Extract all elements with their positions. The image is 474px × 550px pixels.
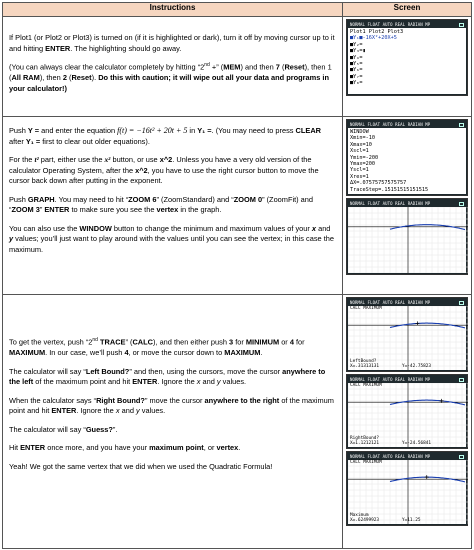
yeq-line: ■Y₈= [350,80,363,87]
para-guess: The calculator will say “Guess?”. [9,424,118,434]
status-bar: NORMAL FLOAT AUTO REAL RADIAN MP [350,122,431,127]
para-right-bound: When the calculator says “Right Bound?” move the cursor anywhere to the right of the maximum point and hit ENTER. Ignore the x and y values. [9,395,334,416]
battery-icon [459,378,464,382]
window-line: Xres=1 [350,173,369,180]
para-left-bound: The calculator will say “Left Bound?” and then, using the cursors, move the cursor anywhere to the left of the maximum point and hit ENTER. Ignore the x and y values. [9,366,326,387]
battery-icon [459,123,464,127]
status-bar: NORMAL FLOAT AUTO REAL RADIAN MP [350,454,431,459]
yeq-line: Plot1 Plot2 Plot3 [350,29,404,35]
battery-icon [459,23,464,27]
calculator-right-bound-screen [346,374,468,449]
yeq-line: ■Y₆= [350,67,363,74]
para-conclusion: Yeah! We got the same vertex that we did when we used the Quadratic Formula! [9,461,273,471]
maximum-readout: Maximum X=.62499923 [350,513,380,523]
status-bar: NORMAL FLOAT AUTO REAL RADIAN MP [350,201,431,206]
right-bound-readout: RightBound? X=1.1212121 [350,436,380,446]
trace-cursor [415,321,419,325]
window-line: TraceStep=.15151515151515 [350,186,429,193]
yeq-line: ■Y₄= [350,54,363,61]
window-line: Xmin=-10 [350,135,375,142]
parabola-graph [348,207,468,273]
window-line: Ymax=200 [350,161,375,168]
battery-icon [459,301,464,305]
left-bound-y: Y=-42.75823 [402,364,432,369]
status-bar: NORMAL FLOAT AUTO REAL RADIAN MP [350,22,431,27]
section-turn-off-plots [3,17,343,117]
window-line: Yscl=1 [350,167,369,174]
yeq-line: ■Y₂= [350,41,363,48]
calculator-window-screen [346,119,468,196]
instructions-table [2,2,472,549]
screens-window-graph [343,117,472,295]
calc-maximum-label: CALC MAXIMUM [350,383,382,388]
calculator-graph-screen [346,198,468,275]
window-line: Xscl=1 [350,148,369,155]
screens-yeq [343,17,472,117]
left-bound-readout: LeftBound? X=.31313131 [350,359,380,369]
para-plot-off: If Plot1 (or Plot2 or Plot3) is turned on (if it is highlighted or dark), turn it off by moving cursor up to it and hitting ENTER. The highlighting should go away. [9,33,335,53]
para-exponent: For the t² part, either use the x² button, or use x^2. Unless you have a very old version of the calculator Operating System, after the x^2, you have to use the right cursor button to move the cursor back down after putting in the exponent. [9,155,319,186]
yeq-line: ■Y₁■-16X²+20X+5 [350,35,397,42]
screens-calc-max [343,295,472,549]
maximum-y: Y=11.25 [402,518,421,523]
header-instructions: Instructions [3,3,343,17]
yeq-line: ■Y₅= [350,61,363,68]
yeq-line: ■Y₃=▮ [350,48,366,55]
parabola-curve [390,225,465,230]
calc-maximum-label: CALC MAXIMUM [350,306,382,311]
para-window: You can also use the WINDOW button to change the minimum and maximum values of your x and y values; you’ll just want to play around with the values until you can see the vertex; in this case the maximum. [9,223,334,254]
yeq-line: ■Y₇= [350,73,363,80]
equation-text: f(t) = −16t² + 20t + 5 [117,126,188,135]
para-enter-equation: Push Y = and enter the equation f(t) = −16t² + 20t + 5 in Y₁ =. (You may need to press CLEAR after Y₁ = first to clear out older equations). [9,126,322,146]
battery-icon [459,455,464,459]
para-enter-max: Hit ENTER once more, and you have your maximum point, or vertex. [9,443,241,453]
battery-icon [459,202,464,206]
header-screen: Screen [343,3,472,17]
status-bar: NORMAL FLOAT AUTO REAL RADIAN MP [350,377,431,382]
calc-maximum-label: CALC MAXIMUM [350,460,382,465]
para-reset-memory: (You can always clear the calculator completely by hitting “2nd +” (MEM) and then 7 (Reset), then 1 (All RAM), then 2 (Reset). Do this with caution; it will wipe out all your data and programs in your calculator!) [9,62,332,93]
section-enter-equation [3,117,343,295]
section-find-vertex [3,295,343,549]
right-bound-y: Y=-24.56841 [402,441,432,446]
calculator-maximum-screen [346,451,468,526]
graph-window [348,207,466,273]
para-calc-menu: To get the vertex, push “2nd TRACE” (CALC), and then either push 3 for MINIMUM or 4 for MAXIMUM. In our case, we’ll push 4, or move the cursor down to MAXIMUM. [9,337,305,357]
trace-cursor [425,475,429,479]
status-bar: NORMAL FLOAT AUTO REAL RADIAN MP [350,300,431,305]
window-line: WINDOW [350,129,369,135]
yeq-editor [348,28,466,94]
window-line: ΔX=.07575757575757 [350,180,407,187]
window-editor [348,128,466,194]
calculator-left-bound-screen [346,297,468,372]
para-graph: Push GRAPH. You may need to hit “ZOOM 6” (ZoomStandard) and “ZOOM 0” (ZoomFit) and “ZOOM 3” ENTER to make sure you see the vertex in the graph. [9,194,314,215]
window-line: Xmax=10 [350,141,372,148]
window-line: Ymin=-200 [350,154,379,161]
calculator-yeq-screen [346,19,468,96]
